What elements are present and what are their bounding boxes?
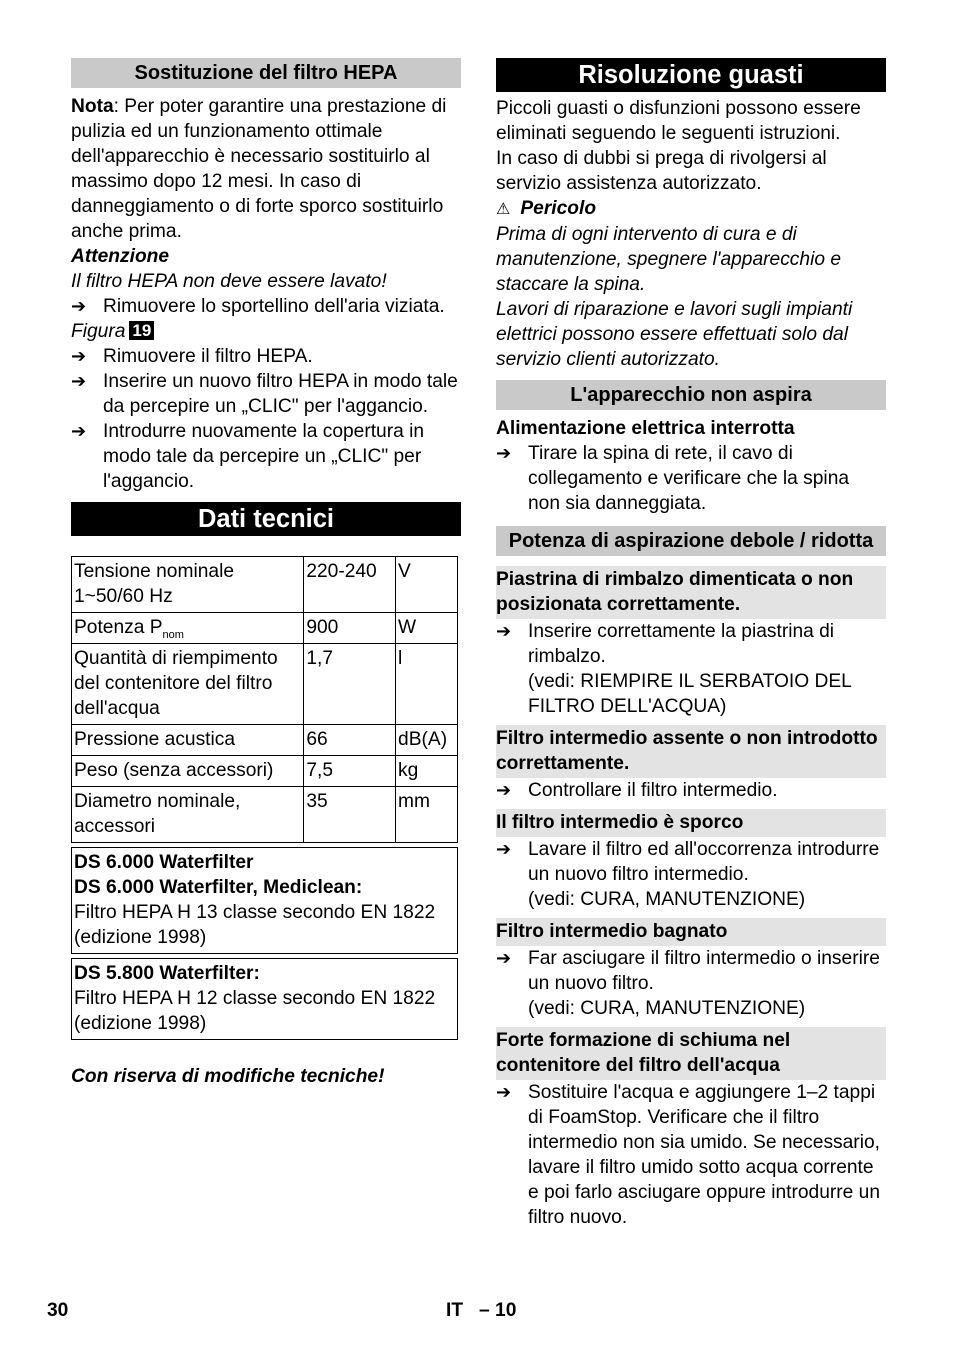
cause-heading: Forte formazione di schiuma nel contenitore del filtro dell'acqua (496, 1027, 886, 1080)
arrow-right-icon: ➔ (496, 839, 512, 859)
model-info-box (71, 847, 458, 954)
spec-unit: kg (396, 756, 458, 787)
arrow-right-icon: ➔ (496, 948, 512, 968)
step-text: Tirare la spina di rete, il cavo di collegamento e verificare che la spina non sia danneggiata. (528, 443, 850, 514)
figure-label: Figura (71, 321, 126, 342)
step-text: Inserire correttamente la piastrina di rimbalzo. (528, 621, 835, 667)
intro-paragraph: In caso di dubbi si prega di rivolgersi al servizio assistenza autorizzato. (496, 148, 827, 194)
arrow-right-icon: ➔ (496, 443, 512, 463)
no-suction-title: L'apparecchio non aspira (496, 380, 886, 410)
step-text: Inserire un nuovo filtro HEPA in modo tale da percepire un „CLIC" per l'aggancio. (103, 371, 458, 417)
note-paragraph (71, 94, 461, 244)
danger-label: Pericolo (520, 198, 597, 219)
model-info-box (71, 958, 458, 1040)
step-item (71, 294, 461, 319)
step-text: Introdurre nuovamente la copertura in modo tale da percepire un „CLIC" per l'aggancio. (103, 421, 425, 492)
attention-text: Il filtro HEPA non deve essere lavato! (71, 271, 387, 292)
table-row (72, 787, 458, 843)
weak-suction-title: Potenza di aspirazione debole / ridotta (496, 526, 886, 556)
step-text: Rimuovere lo sportellino dell'aria viziata. (103, 296, 445, 317)
step-item (496, 778, 886, 803)
danger-heading (496, 196, 886, 222)
model-name: DS 6.000 Waterfilter (74, 852, 254, 873)
spec-value: 220-240 (304, 557, 396, 613)
spec-value: 7,5 (304, 756, 396, 787)
spec-value: 35 (304, 787, 396, 843)
cause-heading: Filtro intermedio bagnato (496, 918, 886, 946)
arrow-right-icon: ➔ (71, 346, 87, 366)
model-name: DS 6.000 Waterfilter, Mediclean: (74, 877, 363, 898)
hepa-section-title: Sostituzione del filtro HEPA (71, 58, 461, 88)
table-row (72, 613, 458, 644)
cause-heading: Alimentazione elettrica interrotta (496, 418, 795, 439)
tech-data-table (71, 556, 458, 843)
step-item (71, 369, 461, 419)
attention-label: Attenzione (71, 246, 170, 267)
spec-label: Tensione nominale 1~50/60 Hz (72, 557, 304, 613)
step-text: Lavare il filtro ed all'occorrenza introdurre un nuovo filtro intermedio. (528, 839, 880, 885)
spec-unit: l (396, 644, 458, 725)
danger-text: Prima di ogni intervento di cura e di manutenzione, spegnere l'apparecchio e staccare la spina. (496, 224, 842, 295)
spec-label: Pressione acustica (72, 725, 304, 756)
step-item (496, 837, 886, 912)
cause-heading: Filtro intermedio assente o non introdotto correttamente. (496, 725, 886, 778)
table-row (72, 725, 458, 756)
spec-value: 66 (304, 725, 396, 756)
spec-label: Potenza P (74, 617, 163, 638)
troubleshooting-title: Risoluzione guasti (496, 58, 886, 92)
step-item (496, 619, 886, 719)
spec-label-cell (72, 613, 304, 644)
spec-unit: W (396, 613, 458, 644)
step-reference: (vedi: CURA, MANUTENZIONE) (528, 889, 806, 910)
spec-unit: dB(A) (396, 725, 458, 756)
intro-paragraph: Piccoli guasti o disfunzioni possono essere eliminati seguendo le seguenti istruzioni. (496, 98, 861, 144)
arrow-right-icon: ➔ (496, 780, 512, 800)
arrow-right-icon: ➔ (71, 296, 87, 316)
step-text: Sostituire l'acqua e aggiungere 1–2 tappi di FoamStop. Verificare che il filtro intermedio non sia umido. Se necessario, lavare il filtro umido sotto acqua corrente e poi farlo asciugare oppure introdurre un filtro nuovo. (528, 1082, 880, 1228)
spec-label-subscript: nom (162, 628, 184, 641)
right-column (496, 58, 886, 1230)
spec-value: 1,7 (304, 644, 396, 725)
note-text: : Per poter garantire una prestazione di pulizia ed un funzionamento ottimale dell'apparecchio è necessario sostituirlo al massimo dopo 12 mesi. In caso di danneggiamento o di forte sporco sostituirlo anche prima. (71, 96, 447, 242)
arrow-right-icon: ➔ (71, 371, 87, 391)
model-filter-text: Filtro HEPA H 12 classe secondo EN 1822 (edizione 1998) (74, 988, 436, 1034)
arrow-right-icon: ➔ (71, 421, 87, 441)
cause-heading: Il filtro intermedio è sporco (496, 809, 886, 837)
step-item (71, 419, 461, 494)
step-item (496, 946, 886, 1021)
page-number: 30 (47, 1300, 69, 1321)
spec-label: Quantità di riempimento del contenitore del filtro dell'acqua (72, 644, 304, 725)
spec-unit: V (396, 557, 458, 613)
figure-number-badge: 19 (129, 321, 154, 340)
step-text: Far asciugare il filtro intermedio o inserire un nuovo filtro. (528, 948, 880, 994)
arrow-right-icon: ➔ (496, 1082, 512, 1102)
arrow-right-icon: ➔ (496, 621, 512, 641)
spec-value: 900 (304, 613, 396, 644)
model-filter-text: Filtro HEPA H 13 classe secondo EN 1822 (edizione 1998) (74, 902, 436, 948)
tech-data-title: Dati tecnici (71, 502, 461, 536)
step-reference: (vedi: CURA, MANUTENZIONE) (528, 998, 806, 1019)
table-row (72, 644, 458, 725)
step-text: Controllare il filtro intermedio. (528, 780, 778, 801)
spec-label: Diametro nominale, accessori (72, 787, 304, 843)
spec-label: Peso (senza accessori) (72, 756, 304, 787)
step-item (71, 344, 461, 369)
table-row (72, 557, 458, 613)
model-name: DS 5.800 Waterfilter: (74, 963, 260, 984)
note-label: Nota (71, 96, 114, 117)
warning-triangle-icon: ⚠ (496, 201, 511, 218)
danger-text: Lavori di riparazione e lavori sugli impianti elettrici possono essere effettuati solo dal servizio clienti autorizzato. (496, 299, 853, 370)
left-column (71, 58, 461, 1089)
page-language-ref: IT – 10 (446, 1300, 517, 1321)
table-row (72, 756, 458, 787)
cause-heading: Piastrina di rimbalzo dimenticata o non posizionata correttamente. (496, 566, 886, 619)
spec-unit: mm (396, 787, 458, 843)
step-item (496, 441, 886, 516)
figure-reference (71, 319, 461, 344)
step-item (496, 1080, 886, 1230)
reserve-note: Con riserva di modifiche tecniche! (71, 1066, 385, 1087)
step-text: Rimuovere il filtro HEPA. (103, 346, 313, 367)
step-reference: (vedi: RIEMPIRE IL SERBATOIO DEL FILTRO DELL'ACQUA) (528, 671, 852, 717)
